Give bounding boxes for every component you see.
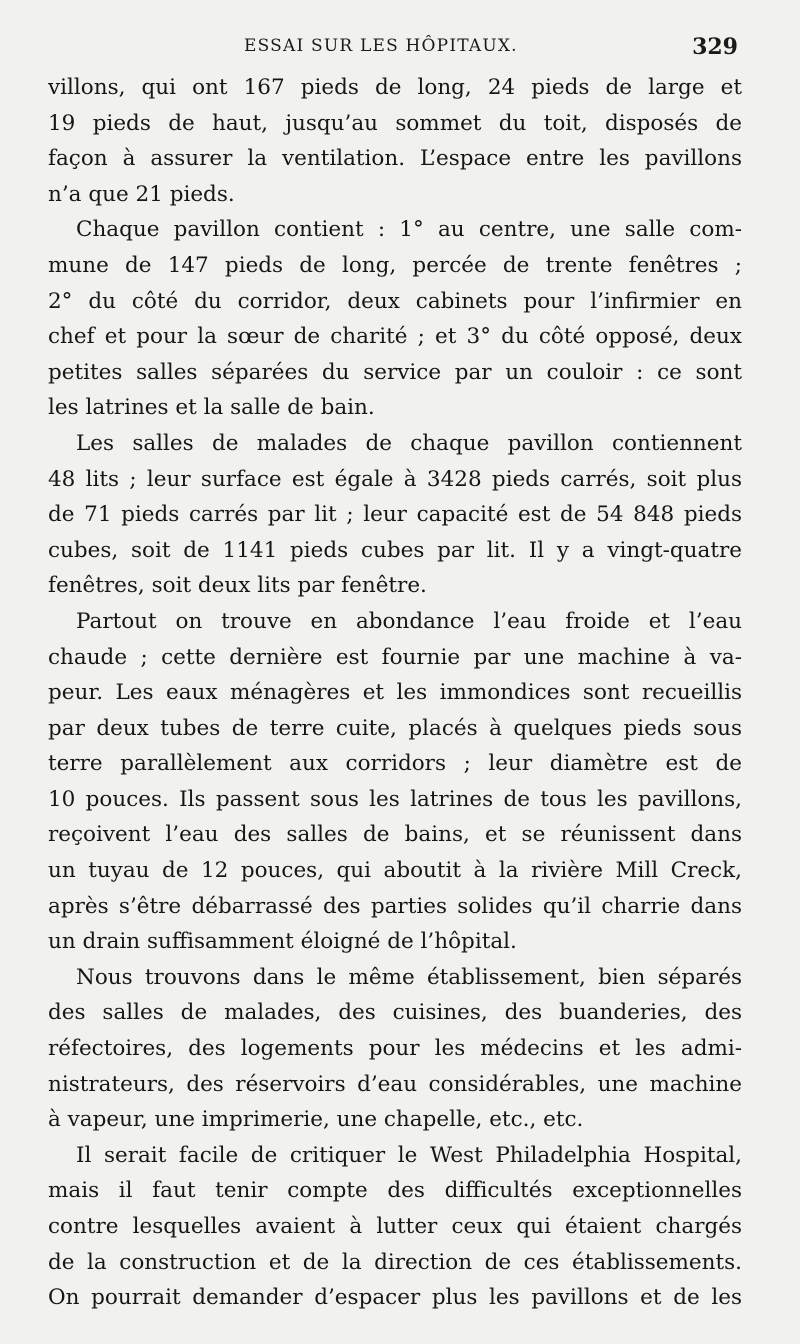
text-line: nistrateurs, des réservoirs d’eau considérables, une machine <box>48 1071 742 1097</box>
text-line: 10 pouces. Ils passent sous les latrines de tous les pavillons, <box>48 786 742 812</box>
page-header <box>48 34 738 64</box>
text-line: façon à assurer la ventilation. L’espace entre les pavillons <box>48 146 742 172</box>
text-line: Il serait facile de critiquer le West Philadelphia Hospital, <box>76 1142 742 1168</box>
text-line: reçoivent l’eau des salles de bains, et se réunissent dans <box>48 822 742 848</box>
text-line: On pourrait demander d’espacer plus les pavillons et de les <box>48 1285 742 1311</box>
text-line: un tuyau de 12 pouces, qui aboutit à la rivière Mill Creck, <box>48 858 742 884</box>
text-line: de 71 pieds carrés par lit ; leur capacité est de 54 848 pieds <box>48 502 742 528</box>
text-line: fenêtres, soit deux lits par fenêtre. <box>48 573 427 599</box>
text-line: 2° du côté du corridor, deux cabinets pour l’infirmier en <box>48 288 742 314</box>
text-line: contre lesquelles avaient à lutter ceux qui étaient chargés <box>48 1214 742 1239</box>
text-line: chef et pour la sœur de charité ; et 3° du côté opposé, deux <box>48 324 742 350</box>
text-line: Les salles de malades de chaque pavillon contiennent <box>76 430 742 456</box>
text-line: de la construction et de la direction de ces établissements. <box>48 1249 742 1275</box>
text-line: à vapeur, une imprimerie, une chapelle, etc., etc. <box>48 1107 584 1133</box>
text-line: après s’être débarrassé des parties solides qu’il charrie dans <box>48 893 742 919</box>
text-line: cubes, soit de 1141 pieds cubes par lit. Il y a vingt-quatre <box>48 537 742 563</box>
text-line: des salles de malades, des cuisines, des buanderies, des <box>48 1000 742 1026</box>
text-line: un drain suffisamment éloigné de l’hôpital. <box>48 929 517 955</box>
text-line: Chaque pavillon contient : 1° au centre, une salle com- <box>76 217 742 243</box>
text-line: 19 pieds de haut, jusqu’au sommet du toit, disposés de <box>48 110 742 136</box>
text-line: les latrines et la salle de bain. <box>48 395 375 421</box>
text-line: n’a que 21 pieds. <box>48 181 235 207</box>
text-line: villons, qui ont 167 pieds de long, 24 pieds de large et <box>48 75 742 100</box>
text-line: réfectoires, des logements pour les médecins et les admi- <box>48 1036 742 1062</box>
text-line: peur. Les eaux ménagères et les immondices sont recueillis <box>48 680 742 706</box>
running-title: ESSAI SUR LES HÔPITAUX. <box>244 36 518 56</box>
text-line: 48 lits ; leur surface est égale à 3428 pieds carrés, soit plus <box>48 466 742 492</box>
text-line: par deux tubes de terre cuite, placés à quelques pieds sous <box>48 715 742 741</box>
text-line: Partout on trouve en abondance l’eau froide et l’eau <box>76 608 742 634</box>
page-number: 329 <box>692 34 738 60</box>
text-line: mais il faut tenir compte des difficultés exceptionnelles <box>48 1178 742 1204</box>
text-line: chaude ; cette dernière est fournie par une machine à va- <box>48 644 742 670</box>
text-line: mune de 147 pieds de long, percée de trente fenêtres ; <box>48 252 742 278</box>
text-line: terre parallèlement aux corridors ; leur diamètre est de <box>48 751 742 777</box>
text-line: Nous trouvons dans le même établissement, bien séparés <box>76 964 742 990</box>
text-line: petites salles séparées du service par un couloir : ce sont <box>48 359 742 385</box>
body-text <box>48 70 742 1316</box>
